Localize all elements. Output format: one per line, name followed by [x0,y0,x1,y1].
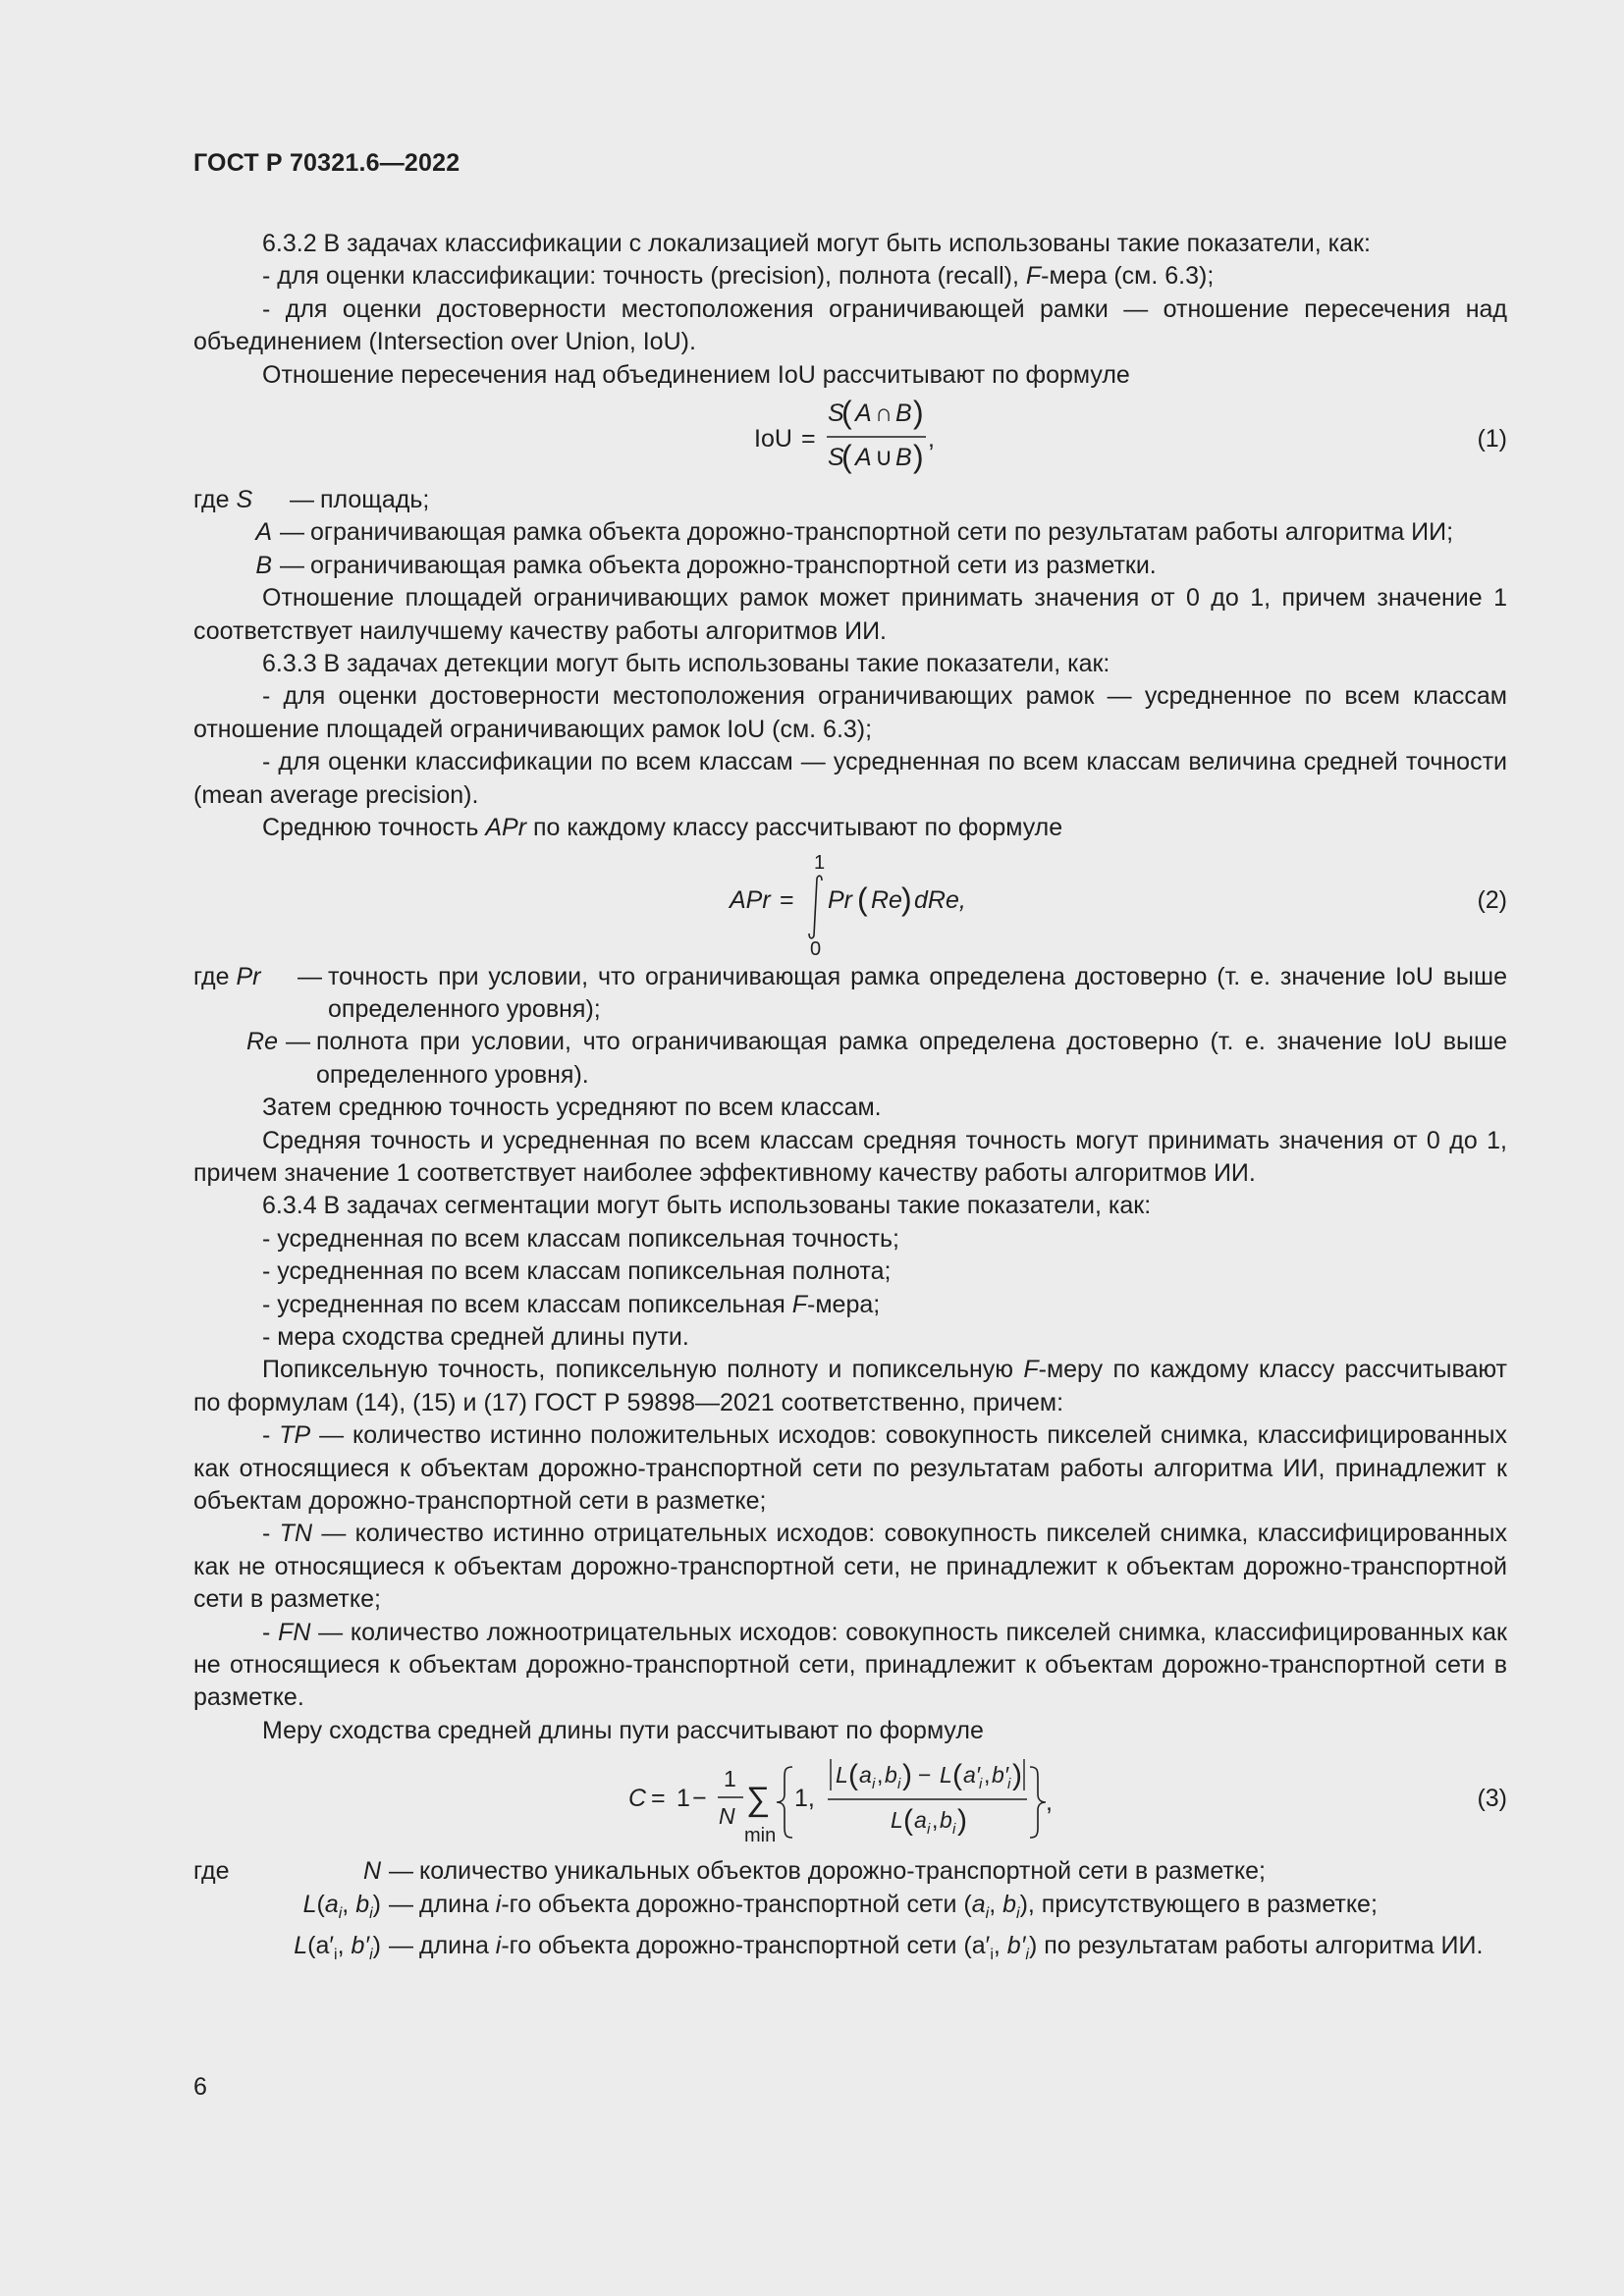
paragraph [193,812,1507,844]
paragraph: 6.3.3 В задачах детекции могут быть использованы такие показатели, как: [262,650,1110,678]
formula-a: a [859,1762,872,1789]
definition-row [193,1855,1507,1888]
paragraph: - усредненная по всем классам попиксельная точность; [262,1224,899,1253]
paragraph [193,1289,1507,1321]
paren: ( [848,1759,858,1792]
definition-term: $L(a_i$, $b_i$) [302,1890,381,1922]
definition-row [193,550,1507,582]
formula-s: S [828,400,844,428]
paren: ( [841,439,852,475]
definition-text: полнота при условии, что ограничивающая рамка определена достоверно (т. е. значение IoU выше определенного уровня). [316,1028,1507,1089]
equation-number: (1) [1477,425,1507,454]
formula-minus: − [692,1785,707,1813]
formula-equals: = [780,885,794,914]
formula-equals: = [651,1785,666,1813]
formula-re: Re [871,885,902,914]
subscript: i [872,1776,876,1793]
definition-text: ограничивающая рамка объекта дорожно-транспортной сети из разметки. [310,551,1157,579]
text: F [1023,1356,1039,1384]
paren: ( [857,881,868,917]
formula-one: 1 [677,1785,690,1813]
text: Среднюю точность [262,814,486,842]
subscript: i [927,1821,931,1839]
document-header: ГОСТ Р 70321.6—2022 [193,149,460,177]
formula-dre: dRe, [914,885,966,914]
page-number: 6 [193,2073,207,2101]
integral-sign [809,876,822,938]
paren: ( [841,395,852,431]
paragraph [193,1354,1507,1419]
subscript: i [897,1776,901,1793]
integral-lower: 0 [810,937,822,960]
paren: ( [952,1759,962,1792]
paragraph: Средняя точность и усредненная по всем классам средняя точность могут принимать значения от 0 до 1, причем значение 1 соответствует наиболее эффективному качеству работы алгоритмов ИИ. [193,1126,1507,1187]
paragraph: - для оценки классификации по всем классам — усредненная по всем классам величина средней точности (mean average precision). [193,748,1507,809]
paragraph: Меру сходства средней длины пути рассчитывают по формуле [262,1716,984,1744]
where-label: где [193,1857,230,1886]
text: -мера (см. 6.3); [1041,262,1215,291]
comma: , [984,1762,991,1789]
text: - [262,1618,279,1646]
formula-lhs: C [628,1785,647,1813]
definition-term: B [255,551,272,579]
formula-b: b [940,1807,952,1834]
definition-text: длина i-го объекта дорожно-транспортной сети ($a_i$, $b_i$), присутствующего в разметке; [419,1890,1378,1922]
formula-a: a [914,1807,927,1834]
formula-a: A [855,400,872,428]
brace-left [777,1767,792,1838]
paren: ) [957,1804,967,1838]
text: — количество ложноотрицательных исходов: совокупность пикселей снимка, классифицированных как не относящиеся к объектам дорожно-транспортной сети, принадлежит к объектам дорожно-транспортной сети в разметке. [193,1618,1507,1712]
formula-b-prime: b′ [992,1762,1009,1789]
text: TN [279,1520,312,1548]
formula-apr [193,845,1507,961]
paren: ) [913,395,924,431]
formula-b: B [895,400,912,428]
dash: — [389,1932,413,1960]
sum-subscript: min [744,1825,777,1847]
formula-l: L [836,1762,848,1789]
minus: − [918,1762,932,1789]
paren: ( [903,1804,913,1838]
definition-term [193,1855,381,1888]
definition-row [193,961,1507,1027]
formula-l: L [940,1762,952,1789]
formula-s: S [828,444,844,472]
definition-row [193,484,1507,516]
paragraph: 6.3.4 В задачах сегментации могут быть использованы такие показатели, как: [262,1192,1152,1220]
term-var: S [236,486,253,514]
formula-c [193,1747,1507,1855]
paren: ) [902,1759,912,1792]
formula-a-prime: a′ [963,1762,981,1789]
text: по каждому классу рассчитывают по формуле [526,814,1063,842]
dash: — [280,551,304,579]
text: - для оценки классификации: точность (precision), полнота (recall), [262,262,1026,291]
formula-b: B [895,444,912,472]
formula-apr-graphic [193,845,1507,961]
formula-comma: , [1046,1789,1053,1817]
dash: — [389,1890,413,1918]
formula-l: L [891,1807,903,1834]
paren: ) [901,881,912,917]
paren: ) [913,439,924,475]
definition-text: ограничивающая рамка объекта дорожно-транспортной сети по результатам работы алгоритма ИИ; [310,518,1454,547]
formula-lhs: APr [730,885,771,914]
formula-cup: ∪ [875,444,893,472]
formula-c-graphic [193,1747,1507,1855]
definitions-3 [193,1855,1507,1971]
term-var: N [362,1857,381,1886]
definition-text: длина i-го объекта дорожно-транспортной сети ($a'_i$, $b'_i$) по результатам работы алгоритма ИИ. [419,1932,1484,1964]
definition-row [193,516,1507,549]
equation-number: (2) [1477,885,1507,914]
sum-sign: ∑ [746,1781,771,1819]
definition-term: $L(a'_i$, $b'_i$) [294,1932,381,1964]
text: Попиксельную точность, попиксельную полноту и попиксельную [262,1356,1024,1384]
term-var: Pr [236,962,261,990]
paragraph [193,260,1507,293]
subscript: i [1007,1776,1011,1793]
paragraph: - для оценки достоверности местоположения ограничивающей рамки — отношение пересечения над объединением (Intersection over Union, IoU). [193,294,1507,356]
subscript: i [952,1821,956,1839]
dash: — [389,1857,413,1886]
brace-right [1030,1767,1046,1838]
formula-b: b [885,1762,897,1789]
definitions-1 [193,484,1507,582]
text: — количество истинно положительных исходов: совокупность пикселей снимка, классифицированных как относящиеся к объектам дорожно-транспортной сети по результатам работы алгоритма ИИ, принадлежит к объектам дорожно-транспортной сети в разметке; [193,1421,1507,1515]
definition-row [193,1026,1507,1092]
where-label: где [193,486,230,514]
paragraph: Отношение площадей ограничивающих рамок может принимать значения от 0 до 1, причем значение 1 соответствует наилучшему качеству работы алгоритмов ИИ. [193,584,1507,645]
text: TP [279,1421,311,1450]
paragraph: - усредненная по всем классам попиксельная полнота; [262,1257,892,1286]
text: F [791,1290,808,1318]
formula-pr: Pr [828,885,852,914]
definition-text: площадь; [320,486,430,514]
formula-one: 1, [794,1785,815,1813]
where-label: где [193,962,230,990]
paren: ) [1012,1759,1022,1792]
definition-term: Re [246,1028,278,1056]
text: APr [485,814,527,842]
paragraph [193,1617,1507,1715]
comma: , [932,1807,939,1834]
paragraph: 6.3.2 В задачах классификации с локализацией могут быть использованы такие показатели, как: [262,230,1371,257]
definition-row [193,1889,1507,1930]
dash: — [290,486,314,514]
integral-upper: 1 [814,851,826,874]
paragraph: Отношение пересечения над объединением IoU рассчитывают по формуле [262,360,1130,389]
document-body [193,228,1507,1971]
definition-term: A [255,518,272,547]
text: - [262,1520,280,1548]
subscript: i [979,1776,983,1793]
text: -меру по каждому классу рассчитывают по формулам (14), (15) и (17) ГОСТ Р 59898—2021 соответственно, причем: [193,1356,1507,1416]
comma: , [877,1762,884,1789]
formula-lhs: IoU [754,425,792,454]
text: F [1025,262,1042,291]
paragraph: - мера сходства средней длины пути. [262,1322,689,1351]
formula-equals: = [801,425,816,454]
paragraph: Затем среднюю точность усредняют по всем классам. [262,1094,882,1122]
formula-comma: , [928,425,935,454]
text: — количество истинно отрицательных исходов: совокупность пикселей снимка, классифицированных как не относящиеся к объектам дорожно-транспортной сети, не принадлежит к объектам дорожно-транспортной сети в разметке; [193,1520,1507,1614]
definition-text: точность при условии, что ограничивающая рамка определена достоверно (т. е. значение IoU выше определенного уровня); [328,962,1507,1023]
dash: — [286,1028,310,1056]
dash: — [298,962,322,990]
fraction-num: 1 [724,1766,736,1792]
text: - [262,1421,280,1450]
paragraph [193,1518,1507,1616]
paragraph [193,1419,1507,1518]
formula-cap: ∩ [875,400,893,428]
equation-number: (3) [1477,1785,1507,1813]
definition-text: количество уникальных объектов дорожно-транспортной сети в разметке; [419,1857,1266,1886]
text: FN [278,1618,311,1646]
definitions-2 [193,961,1507,1093]
formula-iou [193,392,1507,484]
definition-row [193,1930,1507,1971]
text: - усредненная по всем классам попиксельная [262,1290,792,1318]
formula-a: A [855,444,872,472]
fraction-den: N [719,1803,735,1830]
formula-iou-graphic [193,392,1507,484]
dash: — [280,518,304,547]
text: -мера; [807,1290,881,1318]
paragraph: - для оценки достоверности местоположения ограничивающих рамок — усредненное по всем классам отношение площадей ограничивающих рамок IoU (см. 6.3); [193,682,1507,743]
